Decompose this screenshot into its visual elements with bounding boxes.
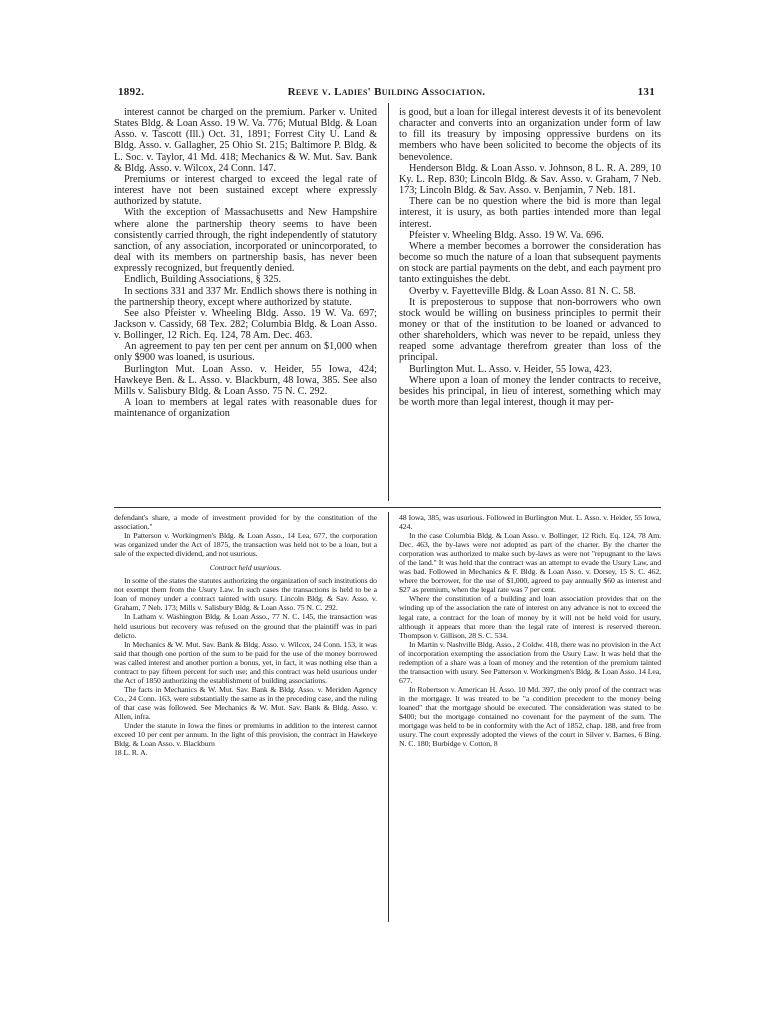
annotation-left-column: [114, 513, 377, 923]
paragraph: With the exception of Massachusetts and New Hampshire where alone the partnership theory seems to have been consistently carried through, the right independently of statutory sanction, of any association, incorporated or unincorporated, to deal with its members on partnership basis, has never been expressly recognized, but frequently denied.: [114, 207, 377, 275]
paragraph: Burlington Mut. L. Asso. v. Heider, 55 Iowa, 423.: [409, 363, 612, 375]
paragraph: In Robertson v. American H. Asso. 10 Md. 397, the only proof of the contract was in the mortgage. It was treated to be "a condition precedent to the money being loaned" that the mortgage should be executed. The consideration was stated to be $400; but the mortgage contained no covenant for the payment of the sum. The mortgage was held to be in conformity with the Act of 1852, chap. 188, and free from usury. The court expressly adopted the views of the court in Silver v. Barnes, 6 Bing. N. C. 180; Burbidge v. Cotton, 8: [399, 684, 661, 749]
paragraph: In sections 331 and 337 Mr. Endlich shows there is nothing in the partnership theory, except where authorized by statute.: [114, 285, 377, 308]
annotation-column-divider: [388, 512, 389, 922]
annotation-divider: [114, 507, 661, 508]
paragraph: In Martin v. Nashville Bldg. Asso., 2 Coldw. 418, there was no provision in the Act of incorporation exempting the association from the Usury Law. It was held that the redemption of a share was a loan of money and the retention of the premium tainted the transaction with usury. See Patterson v. Workingmen's Bldg. & Loan Asso. 14 Lea, 677.: [399, 639, 661, 685]
header-year: 1892.: [118, 86, 145, 98]
paragraph: In Mechanics & W. Mut. Sav. Bank & Bldg. Asso. v. Wilcox, 24 Conn. 153, it was said that though one portion of the sum to be paid for the use of the money borrowed was called interest and another portion a bonus, yet, in fact, it was nothing else than a contract to pay fifteen percent for such use; and this contract was held usurious under the Act of 1850 authorizing the establishment of building associations.: [114, 639, 377, 685]
paragraph: Endlich, Building Associations, § 325.: [124, 274, 282, 286]
volume-signature: 18 L. R. A.: [114, 748, 148, 758]
paragraph: Burlington Mut. Loan Asso. v. Heider, 55 Iowa, 424; Hawkeye Ben. & L. Asso. v. Blackburn, 48 Iowa, 385. See also Mills v. Salisbury Bldg. & Loan Asso. 75 N. C. 292.: [114, 363, 377, 397]
running-header: [118, 86, 655, 102]
header-title: Reeve v. Ladies' Building Association.: [287, 86, 486, 98]
paragraph: In some of the states the statutes authorizing the organization of such institutions do not exempt them from the Usury Law. In such cases the transactions is held to be a loan of money under a contract tainted with usury. Lincoln Bldg. & Sav. Asso. v. Graham, 7 Neb. 173; Mills v. Salisbury Bldg. & Loan Asso. 75 N. C. 292.: [114, 576, 377, 613]
paragraph: 48 Iowa, 385, was usurious. Followed in Burlington Mut. L. Asso. v. Heider, 55 Iowa, 424.: [399, 513, 661, 532]
paragraph: Premiums or interest charged to exceed the legal rate of interest have not been sustained except where expressly authorized by statute.: [114, 173, 377, 208]
paragraph: It is preposterous to suppose that non-borrowers who own stock would be willing on business principles to permit their money or that of the institution to be loaned or advanced to other shareholders, which was never to be repaid, unless they reaped some advantage therefrom greater than loss of the principal.: [399, 296, 661, 364]
paragraph: Where the constitution of a building and loan association provides that on the winding up of the association the rate of interest on any advance is not to exceed the legal rate, a contract for the loan of money by it will not be held void for usury, although it appears that more than the legal rate of interest is reserved thereon. Thompson v. Gillison, 28 S. C. 534.: [399, 594, 661, 640]
paragraph: The facts in Mechanics & W. Mut. Sav. Bank & Bldg. Asso. v. Meriden Agency Co., 24 Conn. 163, were substantially the same as in the preceding case, and the ruling of that case was followed. See Mechanics & W. Mut. Sav. Bank & Bldg. Asso. v. Allen, infra.: [114, 684, 377, 721]
paragraph: See also Pfeister v. Wheeling Bldg. Asso. 19 W. Va. 697; Jackson v. Cassidy, 68 Tex. 282; Columbia Bldg. & Loan Asso. v. Bollinger, 12 Rich. Eq. 124, 78 Am. Dec. 463.: [114, 307, 377, 342]
paragraph: Where a member becomes a borrower the consideration has become so much the nature of a loan that subsequent payments on stock are partial payments on the debt, and each payment pro tanto extinguishes the debt.: [399, 240, 661, 286]
paragraph: Where upon a loan of money the lender contracts to receive, besides his principal, in lieu of interest, something which may be worth more than legal interest, though it may per-: [399, 374, 661, 409]
paragraph: is good, but a loan for illegal interest devests it of its benevolent character and converts into an organization under form of law to fill its treasury by imposing oppressive burdens on its members who have been solicited to become the objects of its benevolence.: [399, 107, 661, 163]
paragraph: Pfeister v. Wheeling Bldg. Asso. 19 W. Va. 696.: [409, 229, 604, 241]
annotation-right-column: [399, 513, 661, 923]
paragraph: A loan to members at legal rates with reasonable dues for maintenance of organization: [114, 397, 377, 420]
paragraph: Overby v. Fayetteville Bldg. & Loan Asso. 81 N. C. 58.: [409, 285, 636, 297]
paragraph: interest cannot be charged on the premium. Parker v. United States Bldg. & Loan Asso. 19 W. Va. 776; Mutual Bldg. & Loan Asso. v. Tascott (Ill.) Oct. 31, 1891; Forrest City U. Land & Bldg. Asso. v. Gallagher, 25 Ohio St. 215; Baltimore P. Bldg. & L. Soc. v. Taylor, 41 Md. 418; Mechanics & W. Mut. Sav. Bank & Bldg. Asso. v. Wilcox, 24 Conn. 147.: [114, 107, 377, 174]
paragraph: An agreement to pay ten per cent per annum on $1,000 when only $900 was loaned, is usurious.: [114, 341, 377, 364]
upper-left-column: [114, 107, 377, 499]
paragraph: Henderson Bldg. & Loan Asso. v. Johnson, 8 L. R. A. 289, 10 Ky. L. Rep. 830; Lincoln Bldg. & Sav. Asso. v. Graham, 7 Neb. 173; Lincoln Bldg. & Sav. Asso. v. Benjamin, 7 Neb. 181.: [399, 162, 661, 197]
paragraph: In Patterson v. Workingmen's Bldg. & Loan Asso., 14 Lea, 677, the corporation was organized under the Act of 1875, the transaction was held not to be a loan, but a sale of the expected dividend, and not usurious.: [114, 531, 377, 559]
paragraph: Under the statute in Iowa the fines or premiums in addition to the interest cannot exceed 10 per cent per annum. In the light of this provision, the contract in Hawkeye Bldg. & Loan Asso. v. Blackburn: [114, 721, 377, 749]
paragraph: There can be no question where the bid is more than legal interest, it is usury, as both parties intended more than legal interest.: [399, 196, 661, 230]
paragraph: defendant's share, a mode of investment provided for by the constitution of the association.": [114, 513, 377, 532]
paragraph: In Latham v. Washington Bldg. & Loan Asso., 77 N. C. 145, the transaction was held usurious but recovery was refused on the ground that the plaintiff was in pari delicto.: [114, 612, 377, 640]
section-subheading: Contract held usurious.: [209, 563, 282, 573]
column-divider: [388, 103, 389, 501]
paragraph: In the case Columbia Bldg. & Loan Asso. v. Bollinger, 12 Rich. Eq. 124, 78 Am. Dec. 463, the by-laws were not adopted as part of the charter. By the charter the corporation was authorized to make such by-laws as were not "repugnant to the laws of the land." It was held that the contract was an attempt to evade the Usury Law, and was bad. Followed in Mechanics & F. Bldg. & Loan Asso. v. Dorsey, 15 S. C. 462, where the borrower, for the use of $1,000, agreed to pay annually $60 as interest and $27 as premium, when the legal rate was 7 per cent.: [399, 531, 661, 595]
upper-right-column: [399, 107, 661, 499]
page-number: 131: [637, 86, 655, 98]
